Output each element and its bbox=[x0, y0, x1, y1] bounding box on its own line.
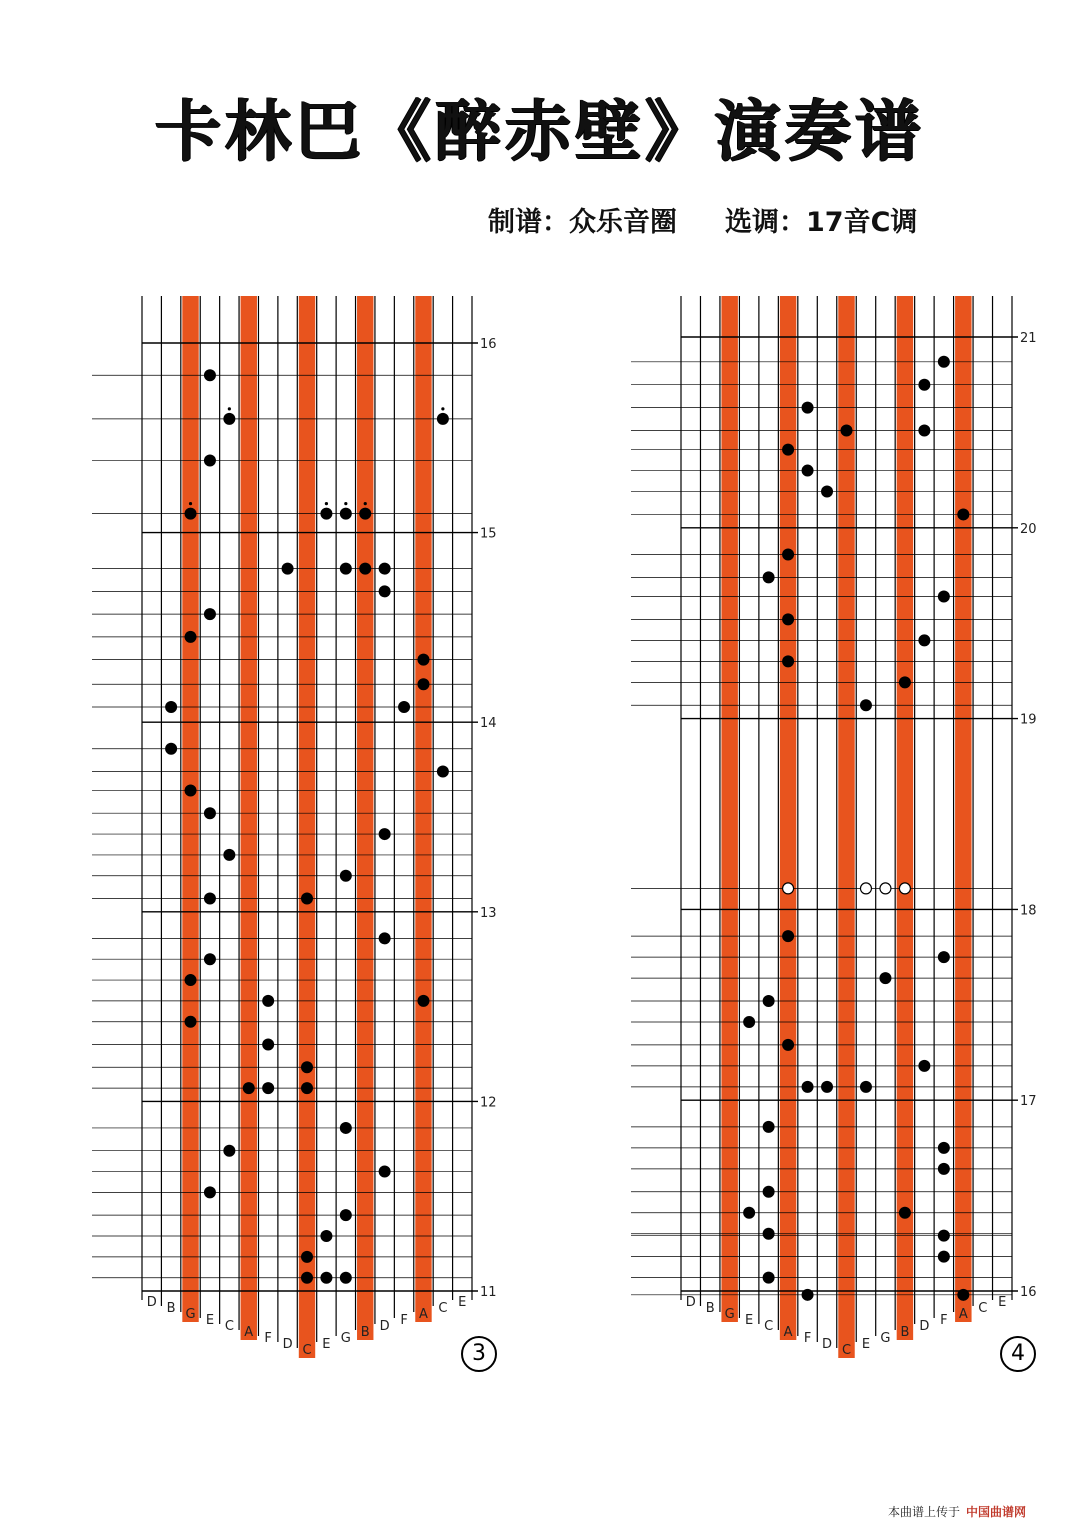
note-dot bbox=[204, 369, 216, 381]
note-dot bbox=[918, 1060, 930, 1072]
page-number-3: 3 bbox=[461, 1336, 497, 1372]
score-panel-page-4 bbox=[631, 296, 1037, 1358]
note-dot bbox=[957, 508, 969, 520]
tine-bar bbox=[182, 296, 198, 1322]
note-dot bbox=[243, 1082, 255, 1094]
tine-bar bbox=[241, 296, 257, 1340]
note-dot bbox=[417, 654, 429, 666]
octave-dot bbox=[344, 502, 347, 505]
note-dot bbox=[763, 995, 775, 1007]
note-dot bbox=[301, 893, 313, 905]
key-label: D bbox=[685, 1295, 696, 1310]
note-dot bbox=[743, 1016, 755, 1028]
note-dot bbox=[165, 701, 177, 713]
key-label: E bbox=[205, 1313, 215, 1328]
note-dot bbox=[938, 590, 950, 602]
note-dot bbox=[821, 486, 833, 498]
note-dot bbox=[223, 849, 235, 861]
key-label: E bbox=[322, 1337, 331, 1352]
key-label: D bbox=[919, 1319, 930, 1334]
measure-number: 16 bbox=[1020, 1285, 1037, 1300]
key-label: E bbox=[458, 1295, 467, 1310]
note-dot bbox=[938, 1251, 950, 1263]
tine-bar bbox=[299, 296, 315, 1358]
measure-number: 14 bbox=[480, 716, 497, 732]
measure-number: 15 bbox=[480, 526, 497, 542]
tine-bar bbox=[415, 296, 431, 1322]
key-label: B bbox=[166, 1301, 176, 1316]
note-dot bbox=[301, 1061, 313, 1073]
key-label: D bbox=[146, 1295, 157, 1310]
note-dot bbox=[763, 1121, 775, 1133]
measure-number: 16 bbox=[480, 337, 497, 352]
note-dot bbox=[782, 613, 794, 625]
note-dot bbox=[320, 1272, 332, 1284]
key-label: C bbox=[438, 1301, 448, 1316]
note-dot bbox=[938, 356, 950, 368]
octave-dot bbox=[189, 502, 192, 505]
note-dot bbox=[938, 1142, 950, 1154]
note-dot bbox=[204, 1186, 216, 1198]
note-dot bbox=[262, 995, 274, 1007]
key-label: C bbox=[302, 1343, 312, 1358]
note-dot bbox=[782, 444, 794, 456]
note-dot bbox=[359, 563, 371, 575]
note-dot bbox=[379, 932, 391, 944]
note-dot bbox=[185, 974, 197, 986]
key-label: F bbox=[264, 1331, 272, 1346]
note-dot bbox=[340, 508, 352, 520]
note-dot bbox=[417, 995, 429, 1007]
note-dot bbox=[340, 563, 352, 575]
key-label: G bbox=[340, 1331, 351, 1346]
key-label: A bbox=[244, 1325, 254, 1340]
page-title: 卡林巴《醉赤壁》演奏谱 bbox=[155, 93, 925, 170]
note-dot bbox=[957, 1289, 969, 1301]
key-label: G bbox=[724, 1307, 735, 1322]
note-dot bbox=[841, 424, 853, 436]
note-dot bbox=[743, 1207, 755, 1219]
key-label: B bbox=[705, 1301, 715, 1316]
key-credit: 选调：17音C调 bbox=[725, 207, 918, 238]
note-dot bbox=[918, 424, 930, 436]
page-number-4: 4 bbox=[1000, 1336, 1036, 1372]
note-dot bbox=[223, 1145, 235, 1157]
key-label: E bbox=[998, 1295, 1007, 1310]
measure-number: 18 bbox=[1020, 903, 1037, 919]
key-label: F bbox=[940, 1313, 948, 1328]
note-dot bbox=[782, 655, 794, 667]
note-dot bbox=[204, 807, 216, 819]
key-label: C bbox=[224, 1319, 234, 1334]
note-dot bbox=[204, 953, 216, 965]
open-note bbox=[783, 883, 794, 894]
note-dot bbox=[918, 379, 930, 391]
note-dot bbox=[763, 1228, 775, 1240]
footer bbox=[888, 1503, 1026, 1520]
note-dot bbox=[204, 455, 216, 467]
note-dot bbox=[782, 549, 794, 561]
note-dot bbox=[437, 413, 449, 425]
key-label: C bbox=[841, 1343, 852, 1358]
note-dot bbox=[379, 828, 391, 840]
arranger-credit: 制谱：众乐音圈 bbox=[488, 207, 677, 238]
note-dot bbox=[262, 1082, 274, 1094]
note-dot bbox=[379, 585, 391, 597]
octave-dot bbox=[325, 502, 328, 505]
note-dot bbox=[802, 1289, 814, 1301]
open-note bbox=[899, 883, 910, 894]
note-dot bbox=[938, 1163, 950, 1175]
measure-number: 11 bbox=[480, 1285, 497, 1300]
note-dot bbox=[938, 951, 950, 963]
footer-text: 本曲谱上传于 bbox=[888, 1505, 961, 1519]
note-dot bbox=[437, 765, 449, 777]
note-dot bbox=[860, 699, 872, 711]
note-dot bbox=[899, 676, 911, 688]
note-dot bbox=[782, 1039, 794, 1051]
octave-dot bbox=[364, 502, 367, 505]
measure-number: 13 bbox=[480, 905, 497, 921]
key-label: B bbox=[900, 1325, 910, 1340]
key-label: D bbox=[822, 1337, 833, 1352]
note-dot bbox=[301, 1082, 313, 1094]
note-dot bbox=[204, 893, 216, 905]
note-dot bbox=[802, 465, 814, 477]
note-dot bbox=[782, 930, 794, 942]
measure-number: 12 bbox=[480, 1095, 497, 1111]
note-dot bbox=[379, 563, 391, 575]
note-dot bbox=[320, 508, 332, 520]
note-dot bbox=[185, 784, 197, 796]
note-dot bbox=[165, 743, 177, 755]
octave-dot bbox=[441, 407, 444, 410]
note-dot bbox=[802, 402, 814, 414]
note-dot bbox=[879, 972, 891, 984]
key-label: F bbox=[803, 1331, 812, 1346]
key-label: G bbox=[880, 1331, 891, 1346]
key-label: C bbox=[978, 1301, 988, 1316]
key-label: G bbox=[185, 1307, 196, 1322]
note-dot bbox=[340, 1272, 352, 1284]
note-dot bbox=[359, 508, 371, 520]
note-dot bbox=[398, 701, 410, 713]
open-note bbox=[880, 883, 891, 894]
key-label: E bbox=[745, 1313, 754, 1328]
note-dot bbox=[185, 508, 197, 520]
key-label: C bbox=[764, 1319, 774, 1334]
note-dot bbox=[223, 413, 235, 425]
tine-bar bbox=[897, 296, 913, 1340]
note-dot bbox=[763, 1272, 775, 1284]
measure-number: 17 bbox=[1020, 1094, 1037, 1110]
note-dot bbox=[417, 678, 429, 690]
note-dot bbox=[860, 1081, 872, 1093]
measure-number: 21 bbox=[1020, 331, 1037, 346]
key-label: E bbox=[861, 1337, 871, 1352]
octave-dot bbox=[228, 407, 231, 410]
note-dot bbox=[379, 1166, 391, 1178]
note-dot bbox=[320, 1230, 332, 1242]
note-dot bbox=[918, 634, 930, 646]
key-label: A bbox=[958, 1307, 968, 1322]
note-dot bbox=[763, 1186, 775, 1198]
note-dot bbox=[802, 1081, 814, 1093]
key-label: A bbox=[419, 1307, 428, 1322]
open-note bbox=[860, 883, 871, 894]
note-dot bbox=[340, 1209, 352, 1221]
measure-number: 19 bbox=[1020, 712, 1037, 728]
note-dot bbox=[821, 1081, 833, 1093]
key-label: F bbox=[400, 1313, 408, 1328]
site-logo: 中国曲谱网 bbox=[966, 1505, 1027, 1519]
tine-bar bbox=[357, 296, 373, 1340]
note-dot bbox=[340, 870, 352, 882]
note-dot bbox=[204, 608, 216, 620]
key-label: D bbox=[282, 1337, 293, 1352]
tine-bar bbox=[838, 296, 854, 1358]
note-dot bbox=[340, 1122, 352, 1134]
note-dot bbox=[938, 1230, 950, 1242]
note-dot bbox=[301, 1251, 313, 1263]
note-dot bbox=[282, 563, 294, 575]
score-panel-page-3 bbox=[92, 296, 497, 1358]
note-dot bbox=[899, 1207, 911, 1219]
note-dot bbox=[262, 1039, 274, 1051]
key-label: B bbox=[360, 1325, 370, 1340]
note-dot bbox=[763, 571, 775, 583]
note-dot bbox=[301, 1272, 313, 1284]
key-label: A bbox=[783, 1325, 793, 1340]
key-label: D bbox=[379, 1319, 390, 1334]
measure-number: 20 bbox=[1020, 521, 1037, 537]
note-dot bbox=[185, 1016, 197, 1028]
note-dot bbox=[185, 631, 197, 643]
